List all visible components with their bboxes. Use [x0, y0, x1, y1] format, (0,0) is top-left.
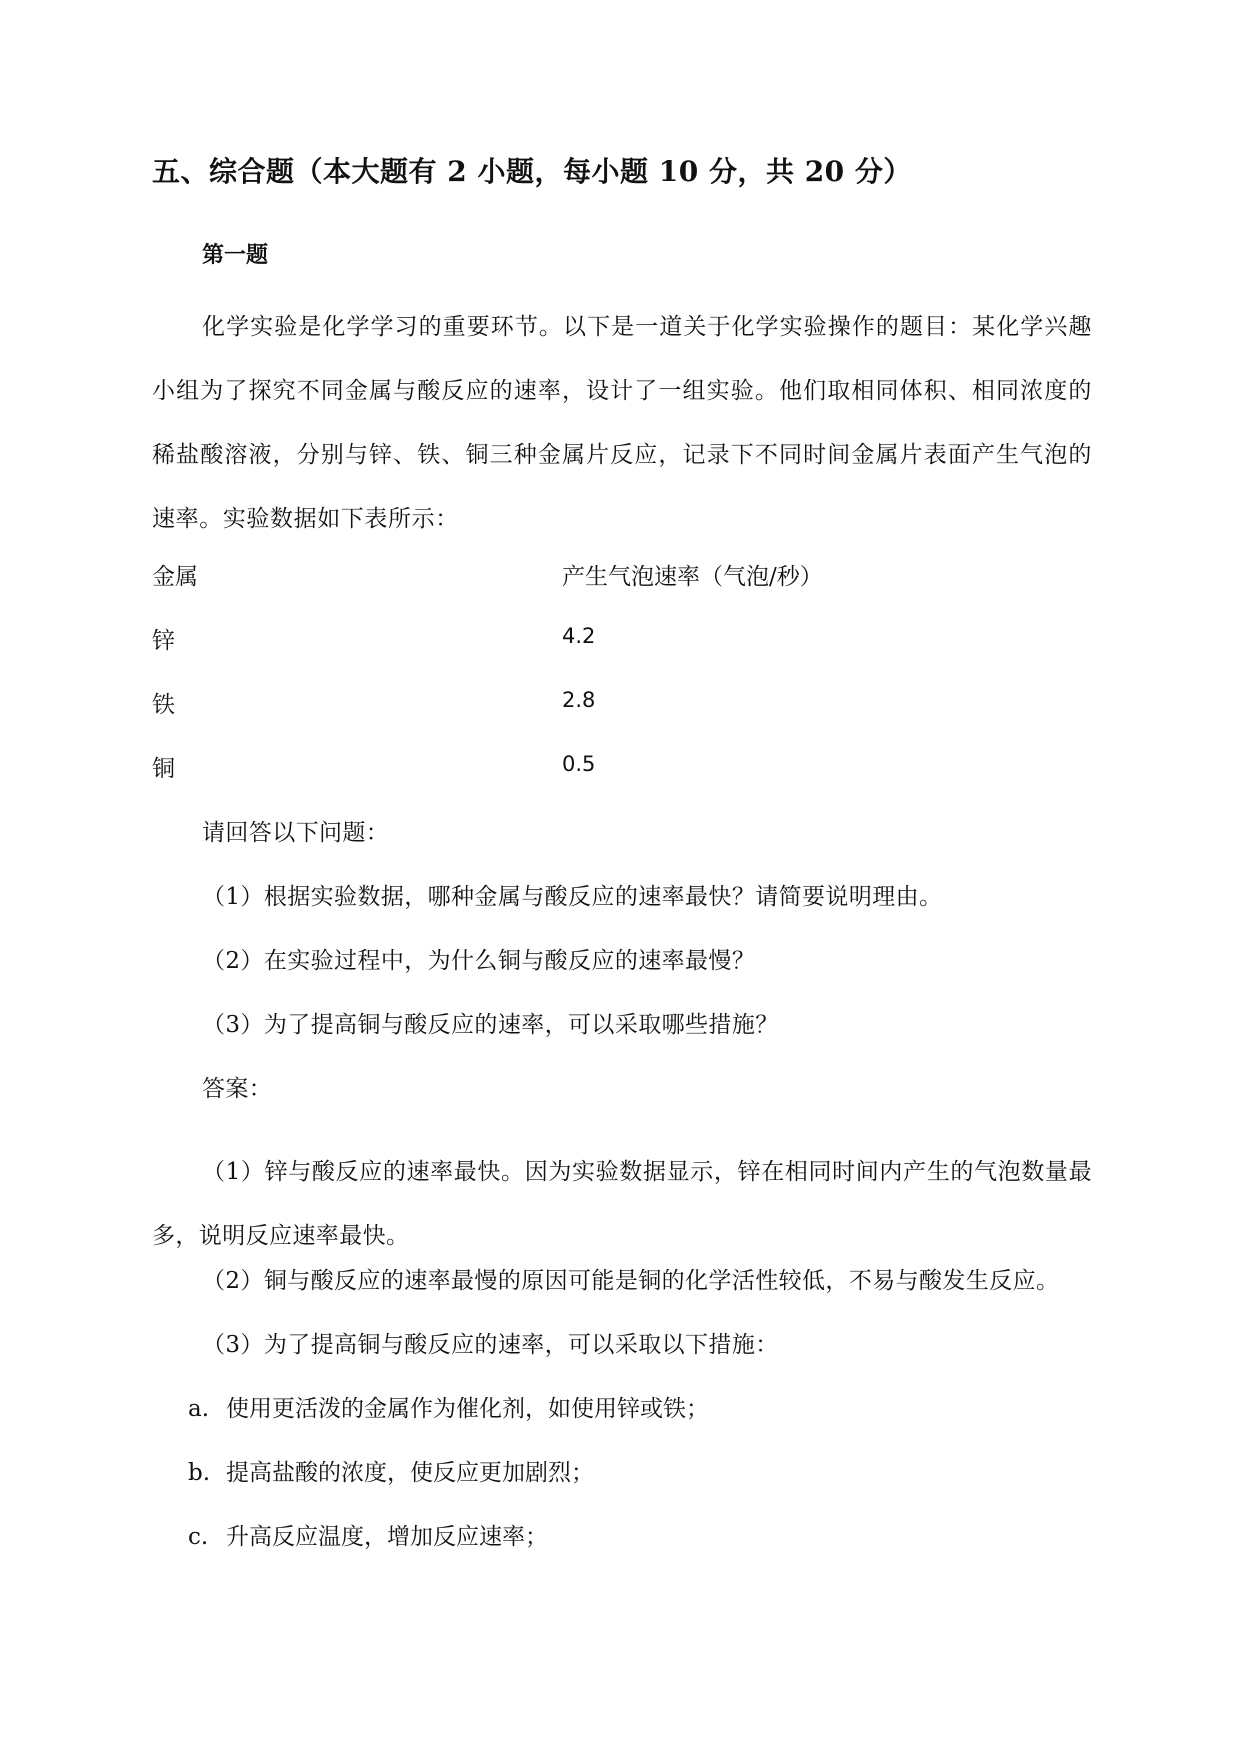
- section-title: 五、综合题（本大题有 2 小题，每小题 10 分，共 20 分）: [152, 155, 912, 188]
- measure-text: 提高盐酸的浓度，使反应更加剧烈；: [226, 1460, 594, 1486]
- answer-label: 答案：: [202, 1076, 273, 1102]
- question-prompt: 请回答以下问题：: [202, 820, 390, 846]
- measure-marker: b.: [188, 1460, 211, 1486]
- table-cell-metal: 铁: [152, 692, 175, 718]
- table-cell-rate: 2.8: [562, 688, 596, 712]
- measure-marker: a.: [188, 1396, 210, 1422]
- table-cell-metal: 锌: [152, 628, 175, 654]
- question-item: （1）根据实验数据，哪种金属与酸反应的速率最快？请简要说明理由。: [202, 884, 943, 910]
- table-header-rate: 产生气泡速率（气泡/秒）: [562, 564, 823, 590]
- answer-1: （1）锌与酸反应的速率最快。因为实验数据显示，锌在相同时间内产生的气泡数量最多，说明反应速率最快。: [152, 1159, 1092, 1249]
- measure-item: [188, 1454, 594, 1487]
- table-cell-rate: 4.2: [562, 624, 596, 648]
- answer-3: （3）为了提高铜与酸反应的速率，可以采取以下措施：: [202, 1332, 779, 1358]
- table-cell-rate: 0.5: [562, 752, 596, 776]
- answer-2: （2）铜与酸反应的速率最慢的原因可能是铜的化学活性较低，不易与酸发生反应。: [202, 1268, 1060, 1294]
- measure-text: 升高反应温度，增加反应速率；: [226, 1524, 548, 1550]
- table-header-metal: 金属: [152, 564, 198, 590]
- measure-marker: c.: [188, 1524, 209, 1550]
- measure-item: [188, 1390, 709, 1423]
- measure-item: [188, 1518, 548, 1551]
- table-cell-metal: 铜: [152, 756, 175, 782]
- question-item: （2）在实验过程中，为什么铜与酸反应的速率最慢？: [202, 948, 756, 974]
- question-item: （3）为了提高铜与酸反应的速率，可以采取哪些措施？: [202, 1012, 779, 1038]
- question-title: 第一题: [202, 242, 269, 268]
- measure-text: 使用更活泼的金属作为催化剂，如使用锌或铁；: [226, 1396, 709, 1422]
- question-intro: 化学实验是化学学习的重要环节。以下是一道关于化学实验操作的题目：某化学兴趣小组为了探究不同金属与酸反应的速率，设计了一组实验。他们取相同体积、相同浓度的稀盐酸溶液，分别与锌、铁、铜三种金属片反应，记录下不同时间金属片表面产生气泡的速率。实验数据如下表所示：: [152, 314, 1092, 532]
